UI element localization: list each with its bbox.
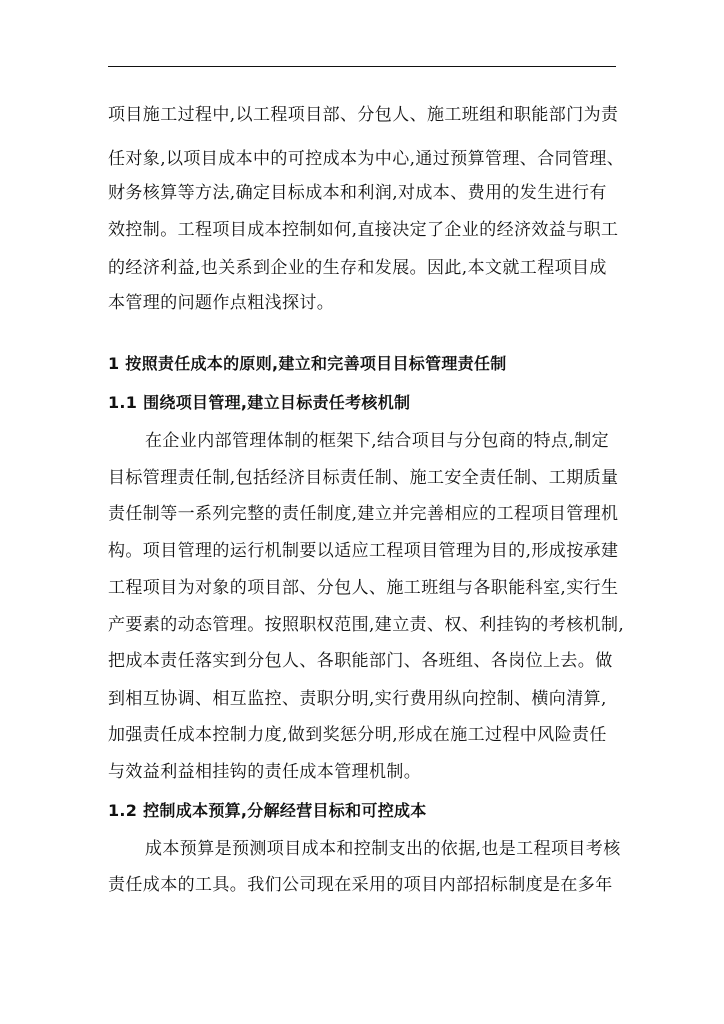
body-line: 到相互协调、相互监控、责职分明,实行费用纵向控制、横向清算, (108, 689, 607, 709)
body-line: 构。项目管理的运行机制要以适应工程项目管理为目的,形成按承建 (108, 541, 619, 561)
body-line: 产要素的动态管理。按照职权范围,建立责、权、利挂钩的考核机制, (108, 615, 625, 635)
body-line: 把成本责任落实到分包人、各职能部门、各班组、各岗位上去。做 (108, 651, 613, 671)
body-line: 责任制等一系列完整的责任制度,建立并完善相应的工程项目管理机 (108, 504, 619, 524)
intro-line: 本管理的问题作点粗浅探讨。 (108, 293, 335, 313)
intro-line: 效控制。工程项目成本控制如何,直接决定了企业的经济效益与职工 (108, 220, 619, 240)
header-rule (108, 66, 616, 67)
intro-line: 项目施工过程中,以工程项目部、分包人、施工班组和职能部门为责 (108, 105, 619, 125)
body-line: 在企业内部管理体制的框架下,结合项目与分包商的特点,制定 (145, 431, 610, 451)
section-heading: 1 按照责任成本的原则,建立和完善项目目标管理责任制 (108, 354, 507, 373)
intro-line: 任对象,以项目成本中的可控成本为中心,通过预算管理、合同管理、 (108, 149, 625, 169)
subsection-heading: 1.2 控制成本预算,分解经营目标和可控成本 (108, 801, 427, 820)
body-line: 工程项目为对象的项目部、分包人、施工班组与各职能科室,实行生 (108, 578, 619, 598)
body-line: 目标管理责任制,包括经济目标责任制、施工安全责任制、工期质量 (108, 468, 619, 488)
body-line: 加强责任成本控制力度,做到奖惩分明,形成在施工过程中风险责任 (108, 725, 607, 745)
body-line: 责任成本的工具。我们公司现在采用的项目内部招标制度是在多年 (108, 875, 613, 895)
subsection-heading: 1.1 围绕项目管理,建立目标责任考核机制 (108, 393, 411, 412)
intro-line: 财务核算等方法,确定目标成本和利润,对成本、费用的发生进行有 (108, 183, 607, 203)
intro-line: 的经济利益,也关系到企业的生存和发展。因此,本文就工程项目成 (108, 258, 607, 278)
body-line: 与效益利益相挂钩的责任成本管理机制。 (108, 762, 422, 782)
body-line: 成本预算是预测项目成本和控制支出的依据,也是工程项目考核 (145, 839, 621, 859)
